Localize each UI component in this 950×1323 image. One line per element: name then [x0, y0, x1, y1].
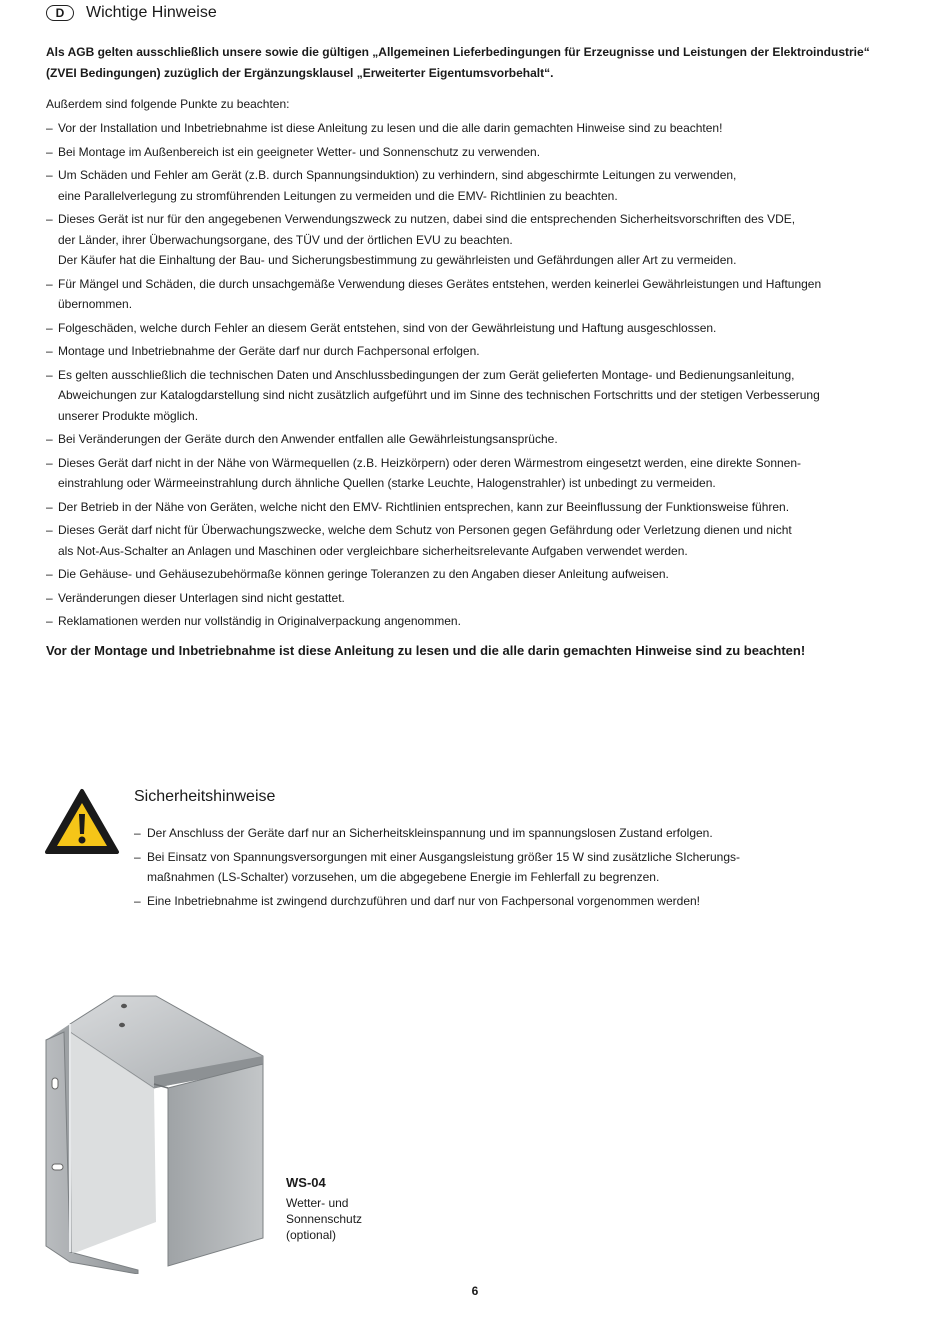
product-description-line: Sonnenschutz: [286, 1212, 363, 1226]
product-illustration: [42, 992, 268, 1274]
list-item: [46, 341, 926, 362]
product-description-line: Wetter- und: [286, 1196, 349, 1210]
list-item-line: – Montage und Inbetriebnahme der Geräte darf nur durch Fachpersonal erfolgen.: [58, 344, 480, 358]
list-item-line: – Dieses Gerät darf nicht für Überwachungszwecke, welche dem Schutz von Personen gegen Gefährdung oder Verletzung dienen und nicht: [58, 523, 792, 537]
intro-line: (ZVEI Bedingungen) zuzüglich der Ergänzungsklausel „Erweiterter Eigentumsvorbehalt“.: [46, 66, 554, 80]
list-item: [46, 165, 926, 206]
list-item-line: – Der Anschluss der Geräte darf nur an Sicherheitskleinspannung und im spannungslosen Zustand erfolgen.: [147, 826, 713, 840]
page-number: 6: [471, 1284, 479, 1298]
list-item-line: unserer Produkte möglich.: [58, 408, 199, 423]
list-item: [46, 118, 926, 139]
list-item: [46, 588, 926, 609]
lead-text: Außerdem sind folgende Punkte zu beachten:: [46, 97, 290, 111]
list-item: [46, 564, 926, 585]
list-item-line: – Der Betrieb in der Nähe von Geräten, welche nicht den EMV- Richtlinien entsprechen, kann zur Beeinflussung der Funktionsweise führen.: [58, 499, 790, 514]
list-item-line: – Reklamationen werden nur vollständig in Originalverpackung angenommen.: [58, 614, 461, 628]
list-item-line: – Folgeschäden, welche durch Fehler an diesem Gerät entstehen, sind von der Gewährleistung und Haftung ausgeschlossen.: [58, 320, 717, 335]
list-item: [46, 429, 926, 450]
product-description-line: (optional): [286, 1228, 337, 1242]
list-item-line: übernommen.: [58, 297, 133, 311]
list-item-line: einstrahlung oder Wärmeeinstrahlung durch ähnliche Quellen (starke Leuchte, Halogenstrahler) ist unbedingt zu vermeiden.: [58, 476, 716, 490]
list-item-line: als Not-Aus-Schalter an Anlagen und Maschinen oder vergleichbare sicherheitsrelevante Aufgaben verwendet werden.: [58, 543, 688, 558]
intro-paragraph: [46, 42, 916, 84]
list-item-line: Der Käufer hat die Einhaltung der Bau- und Sicherungsbestimmung zu gewährleisten und Gefährdungen aller Art zu vermeiden.: [58, 253, 737, 267]
list-item: [46, 497, 926, 518]
product-description: [286, 1195, 406, 1243]
list-item-line: – Dieses Gerät darf nicht in der Nähe von Wärmequellen (z.B. Heizkörpern) oder deren Wärmestrom eingesetzt werden, eine direkte Sonnen-: [58, 455, 802, 470]
list-item: [46, 142, 926, 163]
list-item: [46, 274, 926, 315]
list-item: [46, 520, 926, 561]
safety-notes-list: [134, 823, 894, 914]
list-item: [134, 823, 894, 844]
product-code: WS-04: [286, 1175, 326, 1190]
warning-triangle-icon: [44, 788, 120, 856]
list-item-line: – Bei Montage im Außenbereich ist ein geeigneter Wetter- und Sonnenschutz zu verwenden.: [58, 144, 541, 159]
list-item: [46, 209, 926, 271]
list-item-line: eine Parallelverlegung zu stromführenden Leitungen zu vermeiden und die EMV- Richtlinien zu beachten.: [58, 188, 618, 203]
list-item-line: der Länder, ihrer Überwachungsorgane, des TÜV und der örtlichen EVU zu beachten.: [58, 232, 513, 247]
section-title-important-notes: Wichtige Hinweise: [86, 4, 217, 21]
language-badge: D: [46, 5, 74, 21]
list-item-line: – Für Mängel und Schäden, die durch unsachgemäße Verwendung dieses Gerätes entstehen, werden keinerlei Gewährleistungen und Haftungen: [58, 276, 822, 291]
list-item-line: Abweichungen zur Katalogdarstellung sind nicht zusätzlich aufgeführt und im Sinne des technischen Fortschritts und der stetigen Verbesserung: [58, 388, 820, 402]
list-item: [46, 611, 926, 632]
intro-line: Als AGB gelten ausschließlich unsere sowie die gültigen „Allgemeinen Lieferbedingungen für Erzeugnisse und Leistungen der Elektroindustrie“: [46, 45, 870, 59]
list-item-line: – Bei Einsatz von Spannungsversorgungen mit einer Ausgangsleistung größer 15 W sind zusätzliche SIcherungs-: [147, 849, 740, 864]
list-item-line: – Bei Veränderungen der Geräte durch den Anwender entfallen alle Gewährleistungsansprüche.: [58, 432, 558, 446]
list-item-line: – Es gelten ausschließlich die technischen Daten und Anschlussbedingungen der zum Gerät gelieferten Montage- und Bedienungsanleitung,: [58, 367, 795, 382]
important-notes-list: [46, 118, 926, 635]
list-item: [46, 365, 926, 427]
section-title-safety-notes: Sicherheitshinweise: [134, 788, 276, 805]
list-item-line: – Vor der Installation und Inbetriebnahme ist diese Anleitung zu lesen und die alle darin gemachten Hinweise sind zu beachten!: [58, 121, 723, 135]
list-item-line: maßnahmen (LS-Schalter) vorzusehen, um die abgegebene Energie im Fehlerfall zu begrenzen.: [147, 870, 660, 884]
final-notice: Vor der Montage und Inbetriebnahme ist diese Anleitung zu lesen und die alle darin gemachten Hinweise sind zu beachten!: [46, 643, 806, 658]
list-item-line: – Dieses Gerät ist nur für den angegebenen Verwendungszweck zu nutzen, dabei sind die entsprechenden Sicherheitsvorschriften des VDE,: [58, 212, 796, 226]
list-item-line: – Veränderungen dieser Unterlagen sind nicht gestattet.: [58, 590, 345, 605]
list-item: [134, 847, 894, 888]
list-item-line: – Eine Inbetriebnahme ist zwingend durchzuführen und darf nur von Fachpersonal vorgenommen werden!: [147, 893, 700, 908]
list-item-line: – Die Gehäuse- und Gehäusezubehörmaße können geringe Toleranzen zu den Angaben dieser Anleitung aufweisen.: [58, 567, 669, 581]
list-item-line: – Um Schäden und Fehler am Gerät (z.B. durch Spannungsinduktion) zu verhindern, sind abgeschirmte Leitungen zu verwenden,: [58, 168, 737, 182]
list-item: [46, 453, 926, 494]
list-item: [134, 891, 894, 912]
list-item: [46, 318, 926, 339]
